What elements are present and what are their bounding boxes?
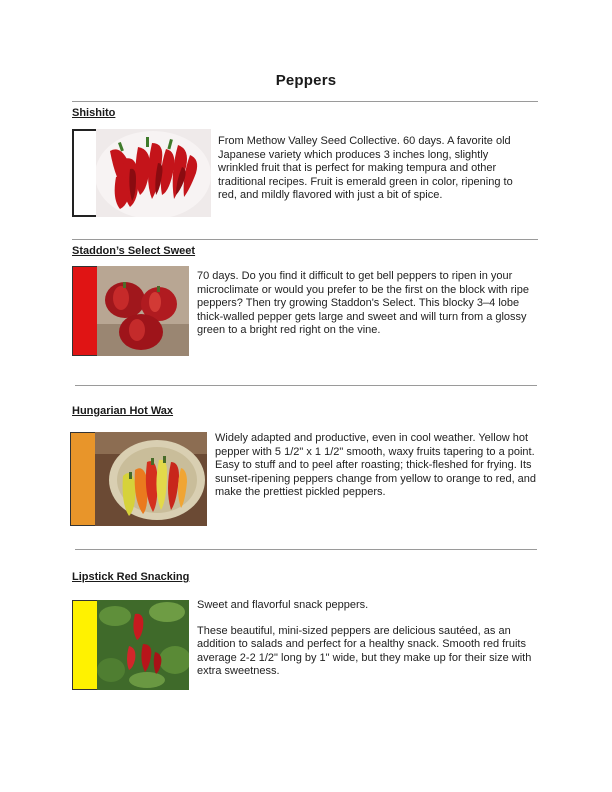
section-heading-lipstick-red-snacking: Lipstick Red Snacking <box>72 571 190 583</box>
color-swatch-hungarian-hot-wax <box>70 432 96 526</box>
staddons-photo <box>97 266 189 356</box>
color-swatch-shishito <box>72 129 98 217</box>
hungarian-hot-wax-photo <box>95 432 207 526</box>
description-text: Sweet and flavorful snack peppers. <box>197 599 369 611</box>
section-description-staddons-select-sweet <box>197 270 539 338</box>
section-description-lipstick-red-snacking <box>197 599 539 679</box>
page-title: Peppers <box>275 72 337 89</box>
description-text: Widely adapted and productive, even in cool weather. Yellow hot pepper with 5 1/2" x 1 1/2" smooth, waxy fruits tapering to a point. Easy to stuff and to peel after roasting; thick-fleshed for frying. Its sunset-ripening peppers change from yellow to orange to red, and make the prettiest pickled peppers. <box>215 432 537 498</box>
description-text: 70 days. Do you find it difficult to get bell peppers to ripen in your microclimate or would you prefer to be the first on the block with ripe peppers? Then try growing Staddon's Select. This blocky 3–4 lobe thick-walled pepper gets large and sweet and will turn from a glossy green to a bright red right on the vine. <box>197 270 529 336</box>
section-heading-shishito: Shishito <box>72 107 116 119</box>
section-divider <box>75 385 537 386</box>
color-swatch-lipstick-red-snacking <box>72 600 98 690</box>
shishito-photo <box>96 129 211 217</box>
color-swatch-staddons-select-sweet <box>72 266 98 356</box>
section-description-hungarian-hot-wax <box>215 432 539 500</box>
section-divider <box>72 239 538 240</box>
section-heading-hungarian-hot-wax: Hungarian Hot Wax <box>72 405 174 417</box>
section-description-shishito <box>218 135 528 203</box>
section-divider <box>75 549 537 550</box>
lipstick-red-snacking-photo <box>97 600 189 690</box>
section-divider <box>72 101 538 102</box>
section-heading-staddons-select-sweet: Staddon’s Select Sweet <box>72 245 196 257</box>
description-text-2: These beautiful, mini-sized peppers are delicious sautéed, as an addition to salads and perfect for a healthy snack. Smooth red fruits average 2-2 1/2" long by 1" wide, but they make up for their size with extra sweetness. <box>197 624 532 677</box>
description-text: From Methow Valley Seed Collective. 60 days. A favorite old Japanese variety which produces 3 inches long, slightly wrinkled fruit that is perfect for making tempura and other traditional recipes. Fruit is emerald green in color, ripening to red, and mildly flavored with just a bit of spice. <box>218 135 513 201</box>
